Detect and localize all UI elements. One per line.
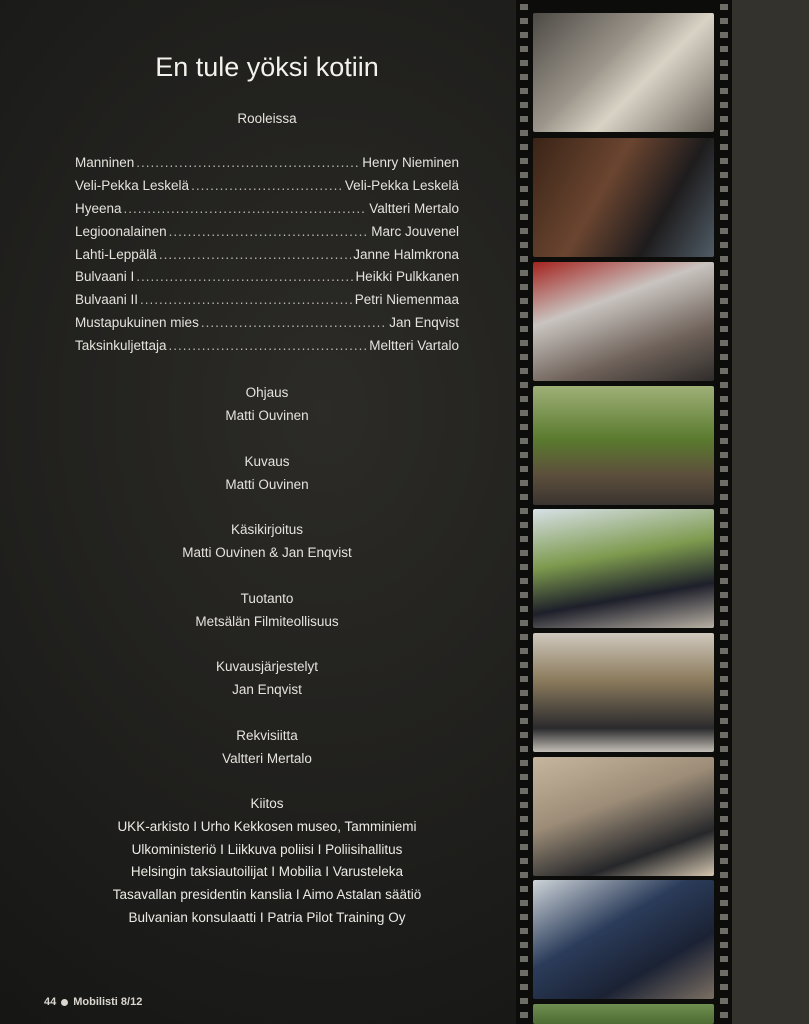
page-number: 44 (44, 996, 57, 1008)
credit-value: Valtteri Mertalo (222, 750, 312, 766)
cast-actor: Meltteri Vartalo (369, 338, 459, 354)
cast-role: Taksinkuljettaja (75, 338, 167, 354)
film-frame-driver-cap (533, 880, 714, 999)
thanks-line: UKK-arkisto I Urho Kekkosen museo, Tamminiemi (117, 818, 417, 834)
credit-value: Matti Ouvinen (225, 408, 309, 423)
film-frame-driver-hat (533, 13, 714, 132)
leader-dots (201, 315, 387, 330)
cast-role: Mustapukuinen mies (75, 315, 199, 331)
credit-heading: Rekvisiitta (236, 727, 298, 743)
magazine-issue: Mobilisti 8/12 (73, 996, 143, 1008)
cast-actor: Janne Halmkrona (353, 246, 459, 262)
cast-list (75, 155, 459, 361)
cast-row (75, 269, 459, 292)
cast-actor: Veli-Pekka Leskelä (344, 177, 459, 193)
cast-row (75, 247, 459, 270)
cast-role: Bulvaani II (75, 292, 139, 308)
sprocket-holes-right (720, 0, 728, 1024)
page-title: En tule yöksi kotiin (155, 52, 379, 82)
cast-row (75, 315, 459, 338)
credit-value: Metsälän Filmiteollisuus (195, 613, 339, 629)
cast-row (75, 338, 459, 361)
credit-heading: Kuvaus (244, 453, 290, 469)
cast-actor: Marc Jouvenel (371, 223, 459, 239)
credit-heading: Tuotanto (240, 590, 294, 606)
credit-section (0, 453, 534, 522)
cast-actor: Petri Niemenmaa (354, 292, 459, 308)
sprocket-holes-left (520, 0, 528, 1024)
credit-heading: Ohjaus (245, 385, 289, 400)
cast-row (75, 155, 459, 178)
cast-role: Bulvaani I (75, 269, 135, 285)
credit-section (0, 521, 534, 590)
credit-value: Matti Ouvinen & Jan Enqvist (182, 545, 352, 560)
cast-actor: Heikki Pulkkanen (355, 269, 459, 285)
cast-role: Hyeena (75, 200, 122, 216)
cast-actor: Valtteri Mertalo (369, 200, 459, 216)
bullet-icon (61, 999, 68, 1006)
credits-list (0, 384, 534, 795)
leader-dots (169, 338, 368, 353)
cast-actor: Henry Nieminen (362, 155, 459, 170)
cast-actor: Jan Enqvist (389, 315, 459, 331)
credit-section (0, 658, 534, 727)
cast-row (75, 224, 459, 247)
film-frame-man-glasses-car (533, 138, 714, 257)
leader-dots (159, 247, 351, 262)
leader-dots (136, 155, 360, 170)
cast-role: Veli-Pekka Leskelä (75, 177, 190, 193)
cast-role: Legioonalainen (75, 223, 167, 239)
credit-section (0, 384, 534, 453)
page-footer (44, 996, 142, 1008)
thanks-line: Ulkoministeriö I Liikkuva poliisi I Poliisihallitus (131, 841, 403, 857)
thanks-line: Tasavallan presidentin kanslia I Aimo Astalan säätiö (112, 887, 422, 903)
thanks-line: Helsingin taksiautoilijat I Mobilia I Varusteleka (130, 864, 404, 880)
thanks-section (0, 795, 534, 932)
cast-row (75, 178, 459, 201)
thanks-line: Bulvanian konsulaatti I Patria Pilot Training Oy (128, 909, 406, 925)
roles-heading: Rooleissa (237, 111, 297, 126)
credit-value: Jan Enqvist (232, 682, 302, 697)
cast-row (75, 201, 459, 224)
thanks-heading: Kiitos (250, 796, 284, 811)
film-frame-field-portrait (533, 386, 714, 505)
page-edge (732, 0, 809, 1024)
credit-section (0, 590, 534, 659)
credit-section (0, 727, 534, 796)
cast-role: Manninen (75, 155, 135, 170)
cast-role: Lahti-Leppälä (75, 246, 157, 262)
leader-dots (169, 224, 370, 239)
film-frame-partial (533, 1004, 714, 1024)
film-frame-red-car (533, 262, 714, 381)
film-frame-men-with-sack (533, 633, 714, 752)
film-frame-man-in-suit (533, 757, 714, 876)
credit-heading: Käsikirjoitus (230, 522, 304, 537)
leader-dots (124, 201, 368, 216)
credit-value: Matti Ouvinen (225, 476, 309, 492)
leader-dots (140, 292, 353, 307)
cast-row (75, 292, 459, 315)
film-frame-motorcyclist (533, 509, 714, 628)
credit-heading: Kuvausjärjestelyt (215, 659, 319, 674)
leader-dots (136, 269, 353, 284)
leader-dots (191, 178, 343, 193)
